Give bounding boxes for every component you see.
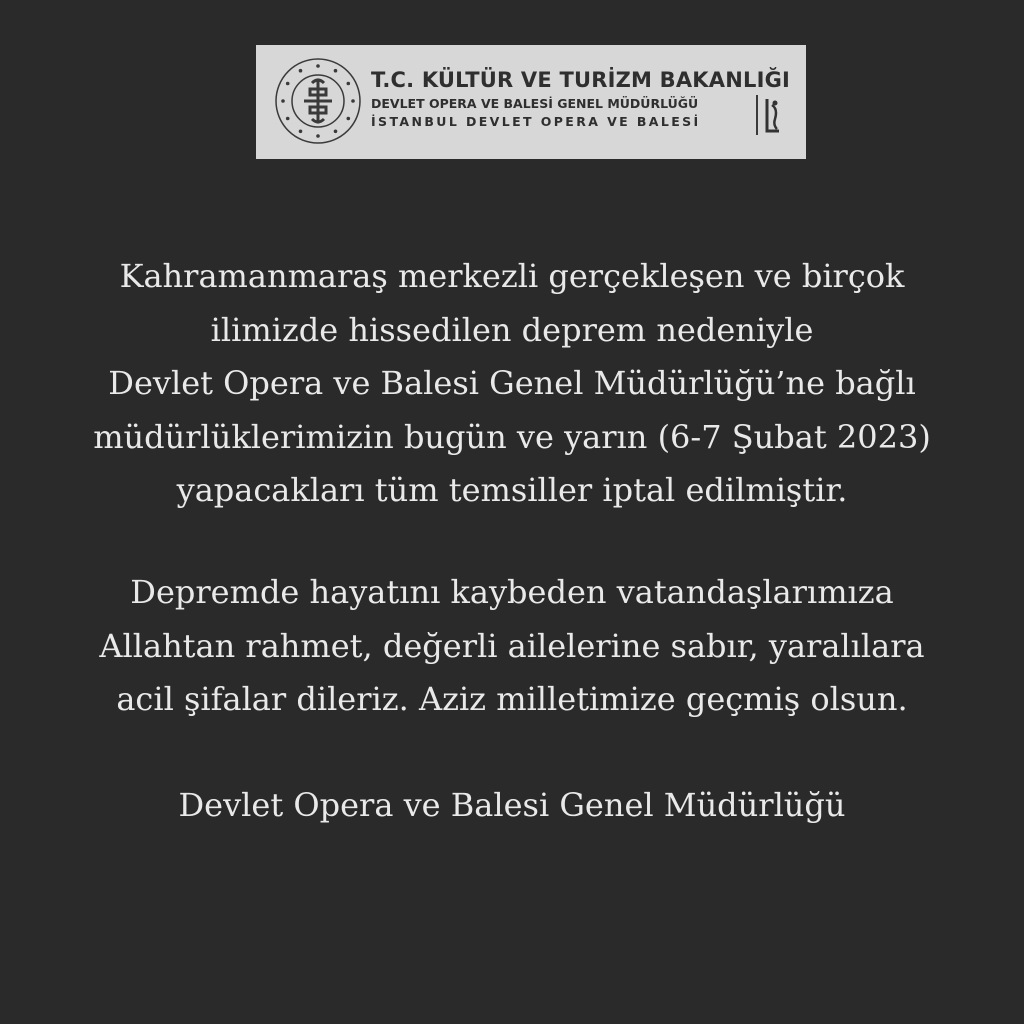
- condolence-paragraph: [0, 566, 1024, 727]
- paragraph-line: acil şifalar dileriz. Aziz milletimize geçmiş olsun.: [116, 680, 908, 718]
- opera-logo-icon: [762, 95, 784, 135]
- ministry-emblem-icon: [274, 57, 362, 145]
- paragraph-line: müdürlüklerimizin bugün ve yarın (6-7 Şubat 2023): [93, 417, 931, 456]
- header-divider: [756, 95, 758, 135]
- signature: [0, 779, 1024, 833]
- istanbul-opera-title: İSTANBUL DEVLET OPERA VE BALESİ: [371, 114, 701, 129]
- ministry-header-banner: [256, 45, 806, 159]
- ministry-title: T.C. KÜLTÜR VE TURİZM BAKANLIĞI: [371, 68, 791, 92]
- paragraph-line: Allahtan rahmet, değerli ailelerine sabır, yaralılara: [99, 626, 925, 665]
- paragraph-line: Devlet Opera ve Balesi Genel Müdürlüğü’ne bağlı: [108, 364, 916, 402]
- paragraph-line: Kahramanmaraş merkezli gerçekleşen ve birçok: [119, 257, 905, 295]
- signature-line: Devlet Opera ve Balesi Genel Müdürlüğü: [178, 786, 846, 824]
- paragraph-line: ilimizde hissedilen deprem nedeniyle: [210, 310, 814, 349]
- paragraph-line: yapacakları tüm temsiller iptal edilmiştir.: [176, 471, 848, 509]
- cancellation-paragraph: [0, 250, 1024, 518]
- directorate-title: DEVLET OPERA VE BALESİ GENEL MÜDÜRLÜĞÜ: [371, 96, 699, 111]
- paragraph-line: Depremde hayatını kaybeden vatandaşlarımıza: [130, 573, 894, 611]
- ministry-name-block: [371, 67, 791, 131]
